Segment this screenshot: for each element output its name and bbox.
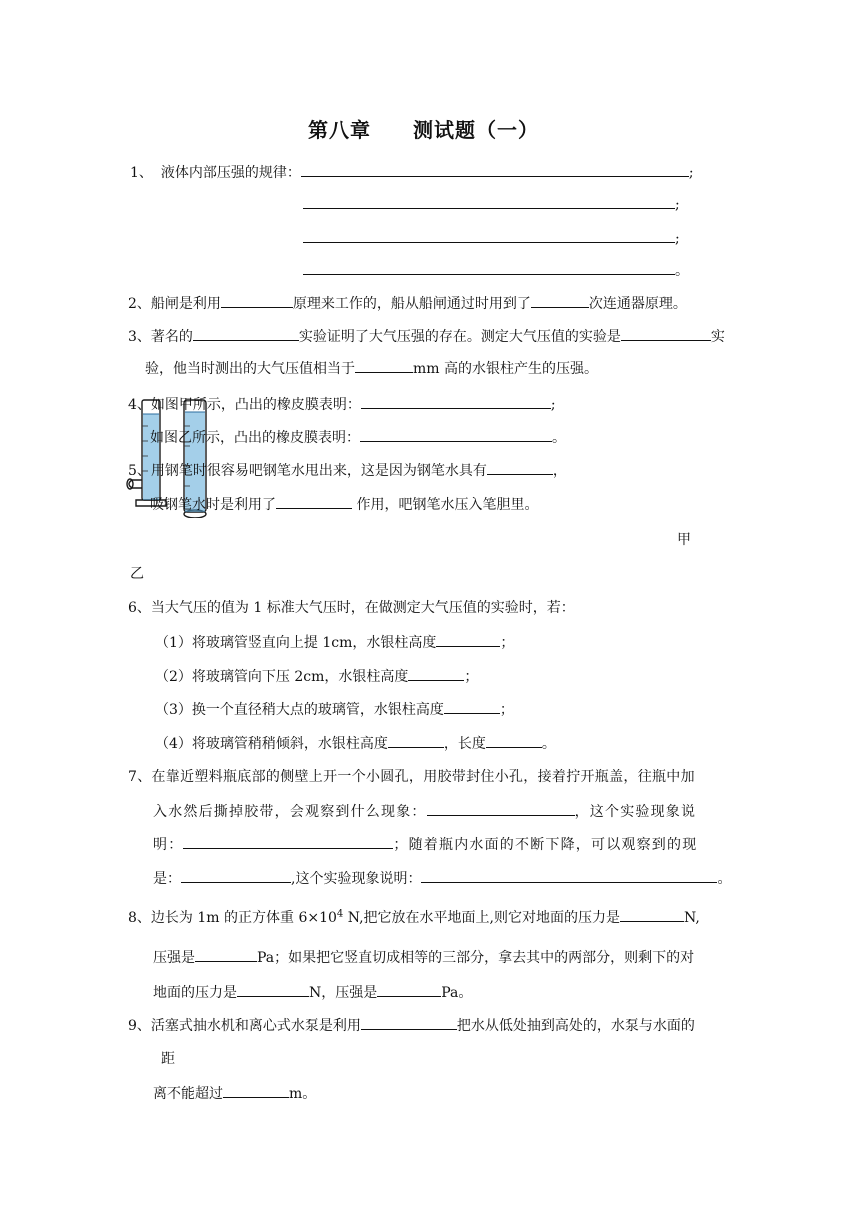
question-6-item-4	[155, 732, 556, 753]
exponent: 4	[336, 908, 344, 920]
side-opening	[129, 480, 142, 488]
answer-blank[interactable]	[301, 161, 689, 177]
question-text: 5、用钢笔时很容易吧钢笔水甩出来，这是因为钢笔水具有	[128, 463, 487, 479]
answer-blank[interactable]	[221, 292, 293, 308]
punct: ；	[499, 702, 514, 718]
question-text: 2、船闸是利用	[128, 296, 221, 312]
question-4	[128, 393, 556, 414]
punct: ;	[688, 165, 694, 181]
punct: 。	[717, 871, 732, 887]
answer-blank[interactable]	[303, 193, 675, 209]
question-5-line-2	[150, 493, 538, 514]
question-text: 4、如图甲所示，凸出的橡皮膜表明：	[128, 397, 361, 413]
question-text: ,这个实验现象说明：	[291, 871, 422, 887]
question-7-line-2	[153, 800, 696, 821]
question-text: ，长度	[443, 736, 486, 752]
page-title: 第八章 测试题（一）	[308, 118, 539, 142]
question-text: 是：	[153, 871, 181, 887]
question-8-line-3	[153, 981, 472, 1002]
question-1-line-2	[303, 193, 680, 213]
question-9-line-2: 距	[161, 1051, 175, 1067]
question-text: （4）将玻璃管稍稍倾斜，水银柱高度	[155, 736, 388, 752]
answer-blank[interactable]	[444, 698, 500, 714]
answer-blank[interactable]	[223, 1082, 289, 1098]
answer-blank[interactable]	[421, 867, 717, 883]
question-3-line-2	[145, 357, 598, 378]
question-text: Pa。	[441, 985, 473, 1001]
question-7-line-3	[153, 833, 697, 854]
question-text: 如图乙所示，凸出的橡皮膜表明：	[150, 430, 360, 446]
answer-blank[interactable]	[276, 493, 352, 509]
question-text: ；随着瓶内水面的不断下降，可以观察到的现	[393, 837, 698, 853]
question-text: 原理来工作的，船从船闸通过时用到了	[292, 296, 531, 312]
question-6-item-2	[155, 665, 478, 686]
question-text: ，这个实验现象说	[574, 804, 697, 820]
question-9	[128, 1014, 695, 1035]
answer-blank[interactable]	[486, 732, 542, 748]
question-text: 离不能超过	[153, 1086, 223, 1102]
question-text: 压强是	[153, 950, 195, 966]
answer-blank[interactable]	[620, 906, 684, 922]
question-text: 吸钢笔水时是利用了	[150, 497, 276, 513]
answer-blank[interactable]	[621, 325, 711, 341]
question-7: 7、在靠近塑料瓶底部的侧壁上开一个小圆孔，用胶带封住小孔，接着拧开瓶盖，往瓶中加	[128, 769, 695, 785]
punct: ;	[675, 197, 680, 213]
question-8	[128, 906, 700, 927]
rubber-film-jia	[127, 479, 133, 489]
question-text: （1）将玻璃管竖直向上提 1cm，水银柱高度	[155, 635, 437, 651]
question-4-line-2	[150, 426, 566, 447]
answer-blank[interactable]	[193, 325, 299, 341]
punct: ；	[464, 669, 479, 685]
question-text: 8、边长为 1m 的正方体重 6×10	[128, 910, 337, 926]
question-text: 次连通器原理。	[588, 296, 687, 312]
answer-blank[interactable]	[436, 631, 500, 647]
question-text: 9、活塞式抽水机和离心式水泵是利用	[128, 1018, 361, 1034]
question-text: 实验证明了大气压强的存在。测定大气压值的实验是	[298, 329, 621, 345]
question-text: （3）换一个直径稍大点的玻璃管，水银柱高度	[155, 702, 444, 718]
question-text: 地面的压力是	[153, 985, 237, 1001]
punct: ;	[675, 231, 680, 247]
question-6-item-3	[155, 698, 514, 719]
question-text: 3、著名的	[128, 329, 193, 345]
question-9-line-3	[153, 1082, 316, 1103]
question-8-line-2	[153, 946, 694, 967]
punct: ;	[550, 397, 556, 413]
answer-blank[interactable]	[183, 833, 393, 849]
question-text: N,把它放在水平地面上,则它对地面的压力是	[343, 910, 620, 926]
answer-blank[interactable]	[427, 800, 575, 816]
question-6-item-1	[155, 631, 514, 652]
answer-blank[interactable]	[377, 981, 441, 997]
answer-blank[interactable]	[195, 946, 257, 962]
answer-blank[interactable]	[237, 981, 309, 997]
question-7-line-4	[153, 867, 731, 888]
figure-label-yi: 乙	[130, 566, 144, 582]
question-number: 1、	[130, 165, 153, 181]
answer-blank[interactable]	[303, 227, 675, 243]
question-3	[128, 325, 725, 346]
question-text: m。	[289, 1086, 317, 1102]
figure-label-jia: 甲	[677, 532, 691, 548]
question-text: （2）将玻璃管向下压 2cm，水银柱高度	[155, 669, 409, 685]
question-text: Pa；如果把它竖直切成相等的三部分，拿去其中的两部分，则剩下的对	[257, 950, 695, 966]
question-text: 明：	[153, 837, 184, 853]
question-text: N,	[684, 910, 700, 926]
question-1-line-4	[303, 259, 689, 280]
answer-blank[interactable]	[487, 459, 553, 475]
punct: ；	[500, 635, 515, 651]
punct: 。	[675, 263, 689, 279]
question-text: mm 高的水银柱产生的压强。	[413, 361, 599, 377]
answer-blank[interactable]	[303, 259, 675, 275]
punct: ，	[552, 463, 567, 479]
question-text: 把水从低处抽到高处的，水泵与水面的	[456, 1018, 695, 1034]
punct: 。	[541, 736, 556, 752]
answer-blank[interactable]	[388, 732, 444, 748]
answer-blank[interactable]	[355, 357, 413, 373]
answer-blank[interactable]	[361, 393, 551, 409]
question-text: 实	[710, 329, 725, 345]
answer-blank[interactable]	[531, 292, 589, 308]
answer-blank[interactable]	[181, 867, 291, 883]
question-text: 液体内部压强的规律：	[160, 165, 301, 181]
question-text: 验，他当时测出的大气压值相当于	[145, 361, 355, 377]
answer-blank[interactable]	[408, 665, 464, 681]
question-1	[130, 161, 694, 182]
answer-blank[interactable]	[360, 426, 552, 442]
question-1-line-3	[303, 227, 680, 247]
question-6: 6、当大气压的值为 1 标准大气压时，在做测定大气压值的实验时，若：	[128, 600, 575, 616]
punct: 。	[552, 430, 566, 446]
question-5	[128, 459, 567, 480]
question-text: N，压强是	[309, 985, 378, 1001]
question-text: 入水然后撕掉胶带，会观察到什么现象：	[153, 804, 427, 820]
answer-blank[interactable]	[361, 1014, 457, 1030]
question-2	[128, 292, 687, 313]
question-text: 作用，吧钢笔水压入笔胆里。	[352, 497, 539, 513]
